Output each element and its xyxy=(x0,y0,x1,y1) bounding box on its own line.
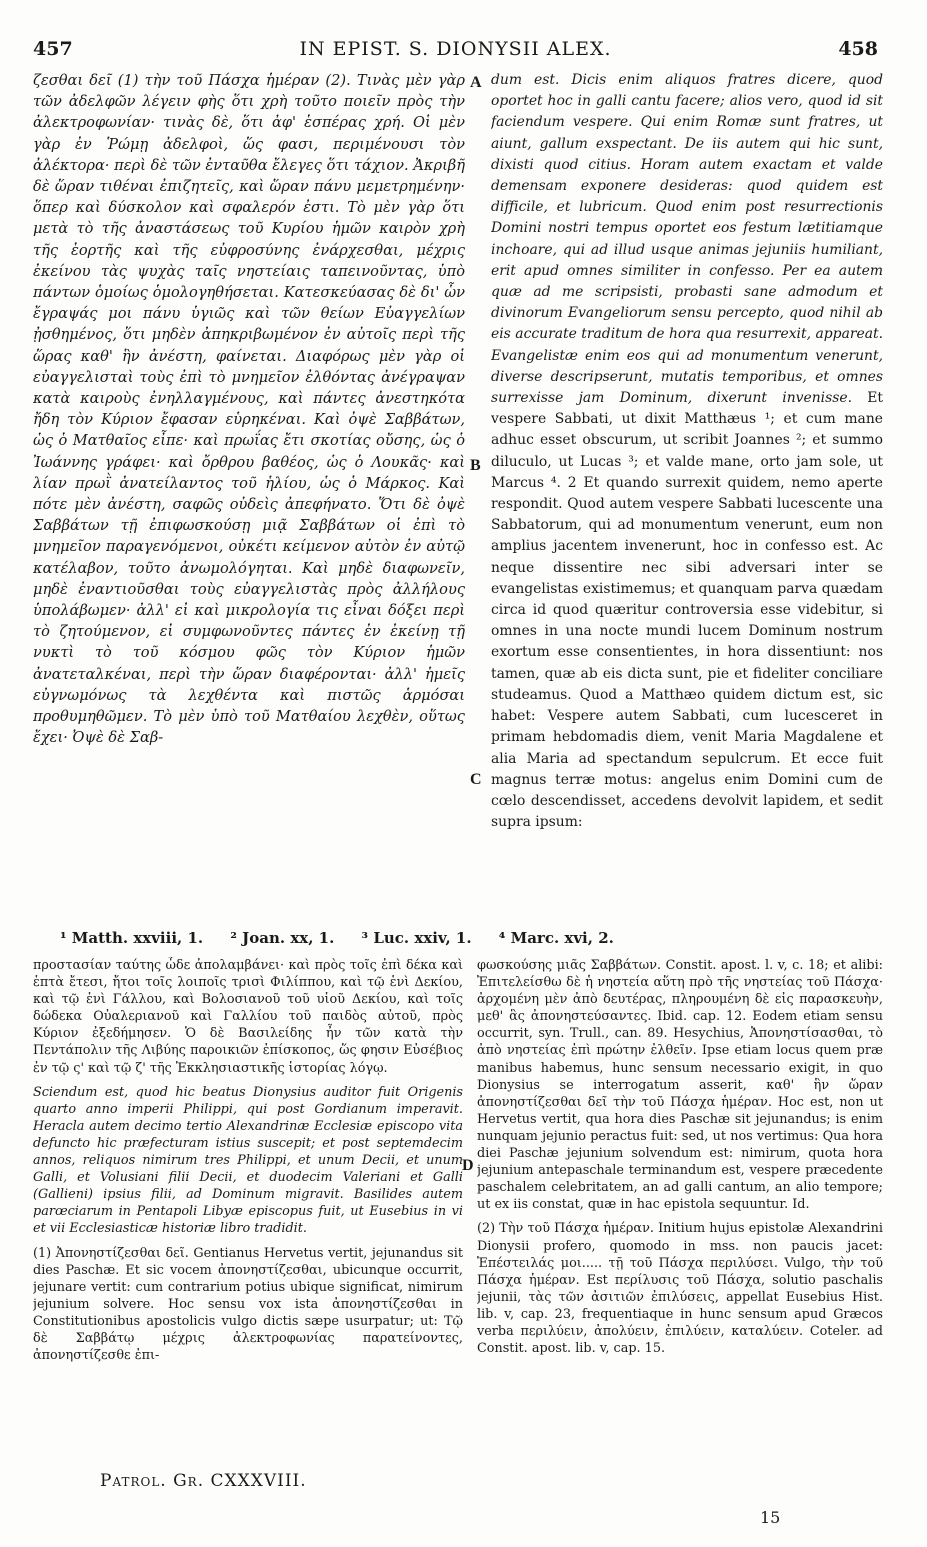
notes-right-column xyxy=(477,957,883,1427)
footnote-ref: ¹ Matth. xxviii, 1. xyxy=(60,929,204,947)
running-header xyxy=(33,38,878,66)
margin-marker-a: A xyxy=(470,74,482,91)
note-paragraph: προστασίαν ταύτης ὧδε ἀπολαμβάνει· καὶ πρὸς τοῖς ἐπὶ δέκα καὶ ἑπτὰ ἔτεσι, ἤτοι τοῖς λοιποῖς τρισὶ Φιλίππου, καὶ τῷ ἑνὶ Δεκίου, καὶ τῷ ἑνὶ Γάλλου, καὶ Βολοσιανοῦ τοῦ υἱοῦ Δεκίου, καὶ τοῖς δώδεκα Οὐαλεριανοῦ καὶ Γαλλίου τοῦ παιδὸς αὐτοῦ, πρὸς Κύριον ἐξεδήμησεν. Ὁ δὲ Βασιλείδης ἦν τῶν κατὰ τὴν Πεντάπολιν τῆς Λιβύης παροικιῶν ἐπίσκοπος, ὥς φησιν Εὐσέβιος ἐν τῷ ς' καὶ τῷ ζ' τῆς Ἐκκλησιαστικῆς ἱστορίας λόγῳ. xyxy=(33,958,463,1076)
running-title: IN EPIST. S. DIONYSII ALEX. xyxy=(299,38,612,60)
footnote-ref: ⁴ Marc. xvi, 2. xyxy=(498,929,614,947)
footnote-ref: ² Joan. xx, 1. xyxy=(230,929,335,947)
page-footer: Patrol. Gr. CXXXVIII. xyxy=(100,1471,307,1491)
note-paragraph: φωσκούσης μιᾶς Σαββάτων. Constit. apost. l. v, c. 18; et alibi: Ἐπιτελείσθω δὲ ἡ νηστεία αὕτη πρὸ τῆς νηστείας τοῦ Πάσχα· ἀρχομένη μὲν ἀπὸ δευτέρας, πληρουμένη δὲ εἰς παρασκευὴν, μεθ' ἃς ἀπονηστεύσαντες. Ibid. cap. 12. Eodem etiam sensu occurrit, syn. Trull., can. 89. Hesychius, Ἀπονηστίσασθαι, τὸ ἀπὸ νηστείας ἐπὶ πρώτην ἐλθεῖν. Ipse etiam locus quem præ manibus habemus, hunc sensum necessario exigit, in quo Dionysius se interrogatum asserit, καθ' ἣν ὥραν ἀπονηστίζεσθαι δεῖ τὴν τοῦ Πάσχα ἡμέραν. Hoc est, non ut Hervetus vertit, qua hora dies Paschæ sit jejunandus; is enim nunquam jejunio peractus fuit: sed, ut nos vertimus: Qua hora diei Paschæ jejunium solvendum est: nimirum, quota hora jejunium antepaschale terminandum est, vespere præcedente paschalem celebritatem, an ad galli cantum, an alio tempore; ut ex iis constat, quæ in hac epistola sequuntur. Id. xyxy=(477,958,883,1213)
greek-text: ζεσθαι δεῖ (1) τὴν τοῦ Πάσχα ἡμέραν (2). Τινὰς μὲν γὰρ τῶν ἀδελφῶν λέγειν φὴς ὅτι χρὴ τοῦτο ποιεῖν πρὸς τὴν ἀλεκτροφωνίαν· τινὰς δὲ, ὅτι ἀφ' ἑσπέρας χρή. Οἱ μὲν γὰρ ἐν Ῥώμῃ ἀδελφοὶ, ὥς φασι, περιμένουσι τὸν ἀλέκτορα· περὶ δὲ τῶν ἐνταῦθα ἔλεγες ὅτι τάχιον. Ἀκριβῆ δὲ ὥραν τιθέναι ἐπιζητεῖς, καὶ ὥραν πάνυ μεμετρημένην· ὅπερ καὶ δύσκολον καὶ σφαλερόν ἐστι. Τὸ μὲν γὰρ ὅτι μετὰ τὸ τῆς ἀναστάσεως τοῦ Κυρίου ἡμῶν καιρὸν χρὴ τῆς ἑορτῆς καὶ τῆς εὐφροσύνης ἐνάρχεσθαι, μέχρις ἐκείνου τὰς ψυχὰς ταῖς νηστείαις ταπεινοῦντας, ὑπὸ πάντων ὁμοίως ὁμολογηθήσεται. Κατεσκεύασας δὲ δι' ὧν ἔγραψάς μοι πάνυ ὑγιῶς καὶ τῶν θείων Εὐαγγελίων ᾐσθημένος, ὅτι μηδὲν ἀπηκριβωμένον ἐν αὐτοῖς περὶ τῆς ὥρας καθ' ἣν ἀνέστη, φαίνεται. Διαφόρως μὲν γὰρ οἱ εὐαγγελισταὶ τοὺς ἐπὶ τὸ μνημεῖον ἐλθόντας ἀνέγραψαν κατὰ καιροὺς ἐνηλλαγμένους, καὶ πάντες ἀνεστηκότα ἤδη τὸν Κύριον ἔφασαν εὑρηκέναι. Καὶ ὀψὲ Σαββάτων, ὡς ὁ Ματθαῖος εἶπε· καὶ πρωΐας ἔτι σκοτίας οὔσης, ὡς ὁ Ἰωάννης γράφει· καὶ ὄρθρου βαθέος, ὡς ὁ Λουκᾶς· καὶ λίαν πρωῒ ἀνατείλαντος τοῦ ἡλίου, ὡς ὁ Μάρκος. Καὶ πότε μὲν ἀνέστη, σαφῶς οὐδεὶς ἀπεφήνατο. Ὅτι δὲ ὀψὲ Σαββάτων τῇ ἐπιφωσκούσῃ μιᾷ Σαββάτων οἱ ἐπὶ τὸ μνημεῖον παραγενόμενοι, οὐκέτι κείμενον αὐτὸν ἐν αὐτῷ κατέλαβον, τοῦτο ἀνωμολόγηται. Καὶ μηδὲ διαφωνεῖν, μηδὲ ἐναντιοῦσθαι τοὺς εὐαγγελιστὰς πρὸς ἀλλήλους ὑπολάβωμεν· ἀλλ' εἰ καὶ μικρολογία τις εἶναι δόξει περὶ τὸ ζητούμενον, εἰ συμφωνοῦντες πάντες ἐν ἐκείνῃ τῇ νυκτὶ τὸ τοῦ κόσμου φῶς τὸν Κύριον ἡμῶν ἀνατεταλκέναι, περὶ τὴν ὥραν διαφέρονται· ἀλλ' ἡμεῖς εὐγνωμόνως τὰ λεχθέντα καὶ πιστῶς ἁρμόσαι προθυμηθῶμεν. Τὸ μὲν ὑπὸ τοῦ Ματθαίου λεχθὲν, οὕτως ἔχει· Ὀψὲ δὲ Σαβ- xyxy=(33,72,465,747)
latin-column xyxy=(491,70,883,918)
footnote-ref: ³ Luc. xxiv, 1. xyxy=(361,929,472,947)
greek-column xyxy=(33,70,465,918)
latin-text xyxy=(491,70,883,833)
scripture-footnotes xyxy=(60,929,636,947)
page-number-right: 458 xyxy=(838,38,878,60)
margin-marker-d: D xyxy=(462,1157,474,1174)
margin-marker-c: C xyxy=(470,771,482,788)
note-paragraph: (1) Ἀπονηστίζεσθαι δεῖ. Gentianus Hervetus vertit, jejunandus sit dies Paschæ. Et sic vocem ἀπονηστίζεσθαι, ubicunque occurrit, jejunare vertit: cum contrarium potius ubique significat, nimirum jejunium solvere. Hoc sensu vox ista ἀπονηστίζεσθαι in Constitutionibus apostolicis vulgo dictis sæpe usurpatur; ut: Τῷ δὲ Σαββάτῳ μέχρις ἀλεκτροφωνίας παρατείνοντες, ἀπονηστίζεσθε ἐπι- xyxy=(33,1245,463,1364)
note-paragraph: Sciendum est, quod hic beatus Dionysius auditor fuit Origenis quarto anno imperii Philippi, qui post Gordianum imperavit. Heracla autem decimo tertio Alexandrinæ Ecclesiæ episcopo vita defuncto hic præfecturam istius suscepit; et post septemdecim annos, reliquos nimirum tres Philippi, et unum Decii, et unum Galli, et Volusiani filii Decii, et duodecim Valeriani et Galli (Gallieni) ipsius filii, ad Dominum migravit. Basilides autem parœciarum in Pentapoli Libyæ episcopus fuit, ut Eusebius in vi et vii Ecclesiasticæ historiæ libro tradidit. xyxy=(33,1084,463,1237)
latin-italic-text: dum est. Dicis enim aliquos fratres dicere, quod oportet hoc in galli cantu facere; alios vero, quod id sit faciendum vespere. Qui enim Romæ sunt fratres, ut aiunt, gallum exspectant. De iis autem qui hic sunt, dixisti quod citius. Horam autem exactam et valde demensam exponere desideras: quod quidem est difficile, et lubricum. Quod enim post resurrectionis Domini nostri tempus oportet eos festum lætitiamque inchoare, qui ad illud usque animas jejuniis humiliant, erit apud omnes similiter in confesso. Per ea autem quæ ad me scripsisti, probasti sane admodum et divinorum Evangeliorum sensu percepto, quod nihil ab eis accurate traditum de hora qua resurrexit, appareat. Evangelistæ enim eos qui ad monumentum venerunt, diverse descripserunt, mutatis temporibus, et omnes surrexisse jam Dominum, dixerunt invenisse. xyxy=(491,72,883,407)
latin-roman-text: Et vespere Sabbati, ut dixit Matthæus ¹; et cum mane adhuc esset obscurum, ut scribit Joannes ²; et summo diluculo, ut Lucas ³; et valde mane, orto jam sole, ut Marcus ⁴. 2 Et quando surrexit quidem, nemo aperte respondit. Quod autem vespere Sabbati lucescente una Sabbatorum, qui ad monumentum venerunt, eum non amplius jacentem invenerunt, hoc in confesso est. Ac neque dissentire nec sibi adversari inter se evangelistas existimemus; et quanquam parva quædam circa id quod quæritur controversia esse videbitur, si omnes in una nocte mundi lucem Dominum nostrum exortum esse consentientes, in hora dissentiunt: nos tamen, quæ ab eis dicta sunt, pie et fideliter conciliare studeamus. Quod a Matthæo quidem dictum est, sic habet: Vespere autem Sabbati, cum lucesceret in primam hebdomadis diem, venit Maria Magdalene et alia Maria ad spectandum sepulcrum. Et ecce fuit magnus terræ motus: angelus enim Domini cum de cœlo descendisset, accedens devolvit lapidem, et sedit supra ipsum: xyxy=(491,390,883,831)
page-number-left: 457 xyxy=(33,38,73,60)
margin-marker-b: B xyxy=(470,457,481,474)
notes-left-column xyxy=(33,957,463,1427)
signature-number: 15 xyxy=(760,1508,781,1527)
note-paragraph: (2) Τὴν τοῦ Πάσχα ἡμέραν. Initium hujus epistolæ Alexandrini Dionysii profero, quomodo in mss. non paucis jacet: Ἐπέστειλάς μοι..... τῇ τοῦ Πάσχα περιλύσει. Vulgo, τὴν τοῦ Πάσχα ἡμέραν. Est περίλυσις τοῦ Πάσχα, solutio paschalis jejunii, τὰς τῶν ἀσιτιῶν ἐπιλύσεις, appellat Eusebius Hist. lib. v, cap. 23, frequentiaque in hunc sensum apud Græcos verba περιλύειν, ἀπολύειν, ἐπιλύειν, καταλύειν. Coteler. ad Constit. apost. lib. v, cap. 15. xyxy=(477,1221,883,1357)
